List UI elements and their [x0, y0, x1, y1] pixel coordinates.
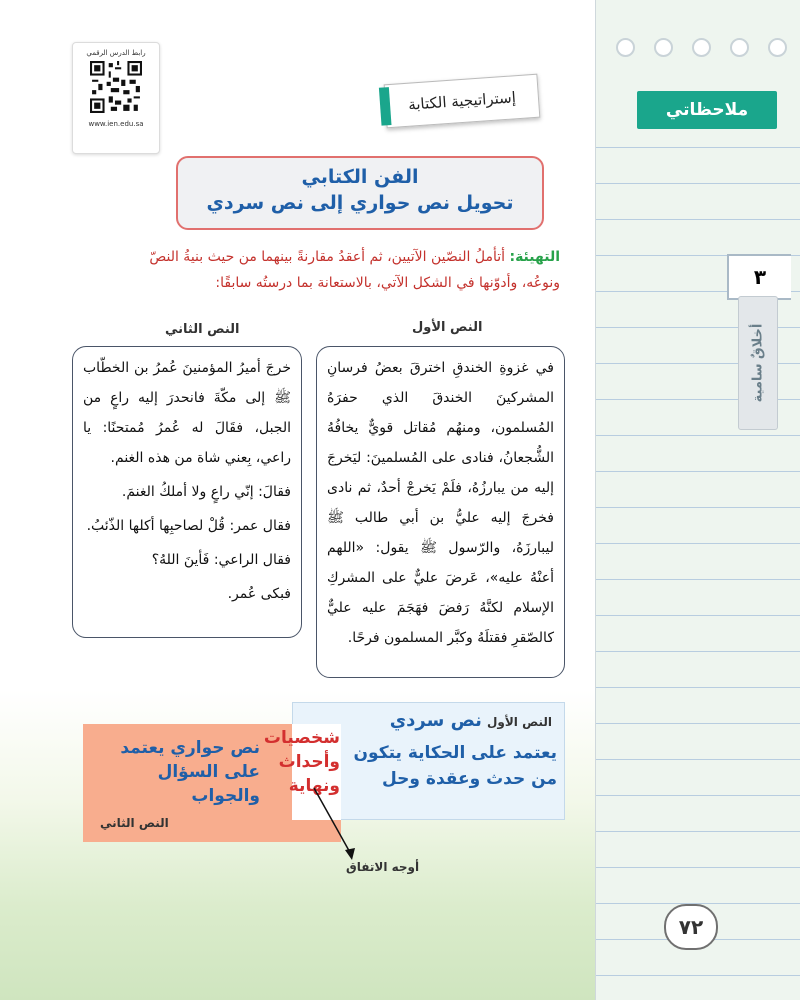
diagram-first-label: النص الأول	[487, 715, 552, 729]
warmup-label: التهيئة:	[509, 249, 560, 265]
arrow-icon	[300, 780, 380, 870]
second-text-paragraph: فقالَ: إنّي راعٍ ولا أملكُ الغنمَ.	[121, 484, 291, 500]
ring-hole-icon	[654, 38, 673, 57]
first-text-label: النص الأول	[412, 320, 483, 335]
diagram-common-traits: شخصيات وأحداث ونهاية	[263, 728, 340, 796]
diagram-first-type: نص سردي	[389, 710, 482, 731]
diagram-second-description: نص حواري يعتمد على السؤال والجواب	[120, 738, 260, 806]
qr-code-icon[interactable]	[90, 61, 142, 113]
second-text-paragraph: خرجَ أميرُ المؤمنينَ عُمرُ بن الخطّاب ﷺ إلى مكّةَ فانحدرَ إليه راعٍ من الجبل، فقَالَ له عُمرُ مُمتحنًا: يا راعي، بِعني شاة من هذه الغنم.	[83, 360, 291, 466]
second-text-label: النص الثاني	[165, 322, 240, 337]
chapter-number: ٣	[727, 254, 791, 300]
qr-url[interactable]: www.ien.edu.sa	[88, 120, 144, 128]
strategy-label: إستراتيجية الكتابة	[384, 74, 541, 129]
diagram-first-description: يعتمد على الحكاية يتكون من حدث وعقدة وحل	[353, 743, 557, 789]
second-text-paragraph: فقال عمر: قُلْ لصاحبِها أكلها الذّئبُ.	[86, 518, 291, 534]
notes-title: ملاحظاتي	[637, 91, 777, 129]
qr-title: رابط الدرس الرقمي	[86, 49, 146, 57]
diagram-second-label: النص الثاني	[100, 816, 169, 830]
ring-hole-icon	[768, 38, 787, 57]
digital-lesson-qr-card[interactable]	[72, 42, 160, 154]
first-text-box	[316, 346, 565, 678]
ring-hole-icon	[616, 38, 635, 57]
lesson-title: الفن الكتابي	[301, 166, 419, 188]
second-text-box	[72, 346, 302, 638]
chapter-name: أخلاقٌ سامية	[750, 323, 766, 403]
second-text-paragraph: فبكى عُمر.	[227, 586, 291, 602]
ring-hole-icon	[730, 38, 749, 57]
warmup-instruction	[60, 244, 560, 296]
chapter-strip	[738, 296, 778, 430]
ring-hole-icon	[692, 38, 711, 57]
first-text-body: في غزوةِ الخندقِ اخترقَ بعضُ فرسانِ المشركينَ الخندقَ الذي حفرَهُ المُسلمون، ومنهُم مُقاتل قويٌّ يخافُهُ الشُّجعانُ، فنادى على المُسلمينَ: ليَخرجَ إليه من يبارزُهُ، فلَمْ يَخرجْ أحدٌ، ثم نادى فخرجَ إليه عليُّ بن أبي طالب ﷺ ليبارزَهُ، والرّسول ﷺ يقول: «اللهم أعنْهُ عليه»، عَرضَ عليٌّ على المشركِ الإسلام لكنَّهُ رَفضَ فهَجَمَ عليه عليٌّ كالصّقرِ فقتلَهُ وكبَّر المسلمون فرحًا.	[327, 360, 554, 646]
notes-sidebar	[595, 0, 800, 1000]
lesson-title-box	[176, 156, 544, 230]
warmup-line-1: أتأملُ النصّين الآتيين، ثم أعقدُ مقارنةً بينهما من حيث بنيةُ النصّ	[149, 249, 506, 265]
first-text-heading	[389, 710, 552, 731]
second-text-paragraph: فقال الراعي: فَأينَ اللهُ؟	[151, 552, 291, 568]
warmup-line-2: ونوعُه، وأدوّنها في الشكل الآتي، بالاستعانة بما درستُه سابقًا:	[215, 275, 560, 291]
page-number: ٧٢	[664, 904, 718, 950]
lesson-subtitle: تحويل نص حواري إلى نص سردي	[206, 192, 514, 214]
agreement-label: أوجه الاتفاق	[346, 860, 420, 874]
